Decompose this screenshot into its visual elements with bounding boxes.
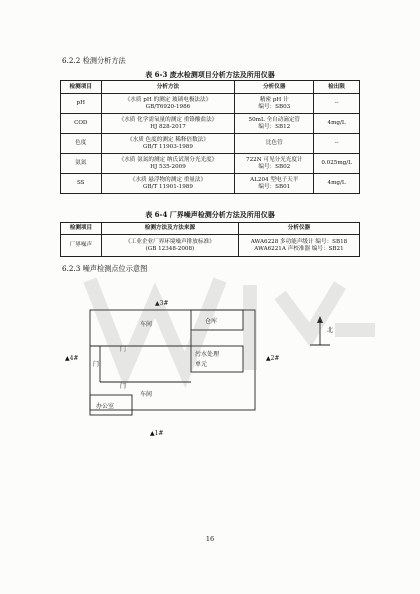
cell-limit: -- xyxy=(314,134,360,154)
cell-method: 《水质 化学需氧量的测定 重铬酸盐法》 HJ 828-2017 xyxy=(101,114,235,134)
north-label: 北 xyxy=(327,327,334,334)
cell-method: 《水质 色度的测定 稀释倍数法》 GB/T 11903-1989 xyxy=(101,134,235,154)
cell-item: SS xyxy=(61,174,102,194)
cell-instrument: 722N 可见分光光度计 编号：SB02 xyxy=(235,154,314,174)
cell-instrument: 精密 pH 计 编号：SB03 xyxy=(235,94,314,114)
table-row xyxy=(61,174,360,194)
warehouse-label: 仓库 xyxy=(205,318,218,325)
table2-caption: 表 6-4 厂界噪声检测分析方法及所用仪器 xyxy=(145,210,275,219)
cell-method: 《水质 氨氮的测定 纳氏试剂分光光度》 HJ 535-2009 xyxy=(101,154,235,174)
office-label: 办公室 xyxy=(96,403,115,410)
cell-method: 《水质 悬浮物的测定 重量法》 GB/T 11901-1989 xyxy=(101,174,235,194)
sewage-label: 单元 xyxy=(195,361,208,368)
page-number: 16 xyxy=(205,535,215,543)
cell-limit: 4mg/L xyxy=(314,114,360,134)
cell-item: 色度 xyxy=(61,134,102,154)
header-method: 检测方法及方法来源 xyxy=(101,223,238,235)
measure-point-4: ▲4# xyxy=(65,355,79,362)
header-instrument: 分析仪器 xyxy=(235,81,314,94)
door-label: 门 xyxy=(120,383,127,390)
cell-item: 氨氮 xyxy=(61,154,102,174)
section-heading-noise-points: 6.2.3 噪声检测点位示意图 xyxy=(62,264,148,273)
workshop-bottom-label: 车间 xyxy=(140,391,153,398)
header-limit: 检出限 xyxy=(314,81,360,94)
table-row xyxy=(61,134,360,154)
header-item: 检测项目 xyxy=(61,223,102,235)
table-row xyxy=(61,114,360,134)
table-row xyxy=(61,94,360,114)
cell-item: pH xyxy=(61,94,102,114)
header-method: 分析方法 xyxy=(101,81,235,94)
wastewater-method-table xyxy=(60,80,360,194)
sewage-label: 污水处理 xyxy=(195,351,220,358)
table-header-row xyxy=(61,81,360,94)
measure-point-2: ▲2# xyxy=(266,355,280,362)
cell-instrument: 50mL 全自动滴定管 编号：SB12 xyxy=(235,114,314,134)
measure-point-1: ▲1# xyxy=(150,430,164,437)
header-item: 检测项目 xyxy=(61,81,102,94)
table1-caption: 表 6-3 废水检测项目分析方法及所用仪器 xyxy=(145,70,275,79)
cell-limit: 4mg/L xyxy=(314,174,360,194)
cell-method: 《水质 pH 的测定 玻璃电极法法》 GB/T6920-1986 xyxy=(101,94,235,114)
measure-point-3: ▲3# xyxy=(155,300,169,307)
noise-method-table xyxy=(60,222,360,257)
watermark-logo xyxy=(80,260,380,390)
cell-instrument: 比色管 xyxy=(235,134,314,154)
cell-limit: -- xyxy=(314,94,360,114)
table-header-row xyxy=(61,223,360,235)
table-row xyxy=(61,154,360,174)
cell-item: 厂界噪声 xyxy=(61,235,102,257)
table-row xyxy=(61,235,360,257)
cell-limit: 0.025mg/L xyxy=(314,154,360,174)
workshop-top-label: 车间 xyxy=(140,321,153,328)
cell-method: 《工业企业厂界环境噪声排放标准》 (GB 12348-2008) xyxy=(101,235,238,257)
door-label: 门 xyxy=(120,346,127,353)
door-label: 门 xyxy=(93,361,100,368)
cell-instrument: AL204 型电子天平 编号：SB01 xyxy=(235,174,314,194)
header-instrument: 分析仪器 xyxy=(238,223,359,235)
cell-instrument: AWA6228 多功能声级计 编号：SB18 AWA6221A 声校准器 编号：SB21 xyxy=(238,235,359,257)
cell-item: COD xyxy=(61,114,102,134)
section-heading-analysis-method: 6.2.2 检测分析方法 xyxy=(62,56,126,65)
